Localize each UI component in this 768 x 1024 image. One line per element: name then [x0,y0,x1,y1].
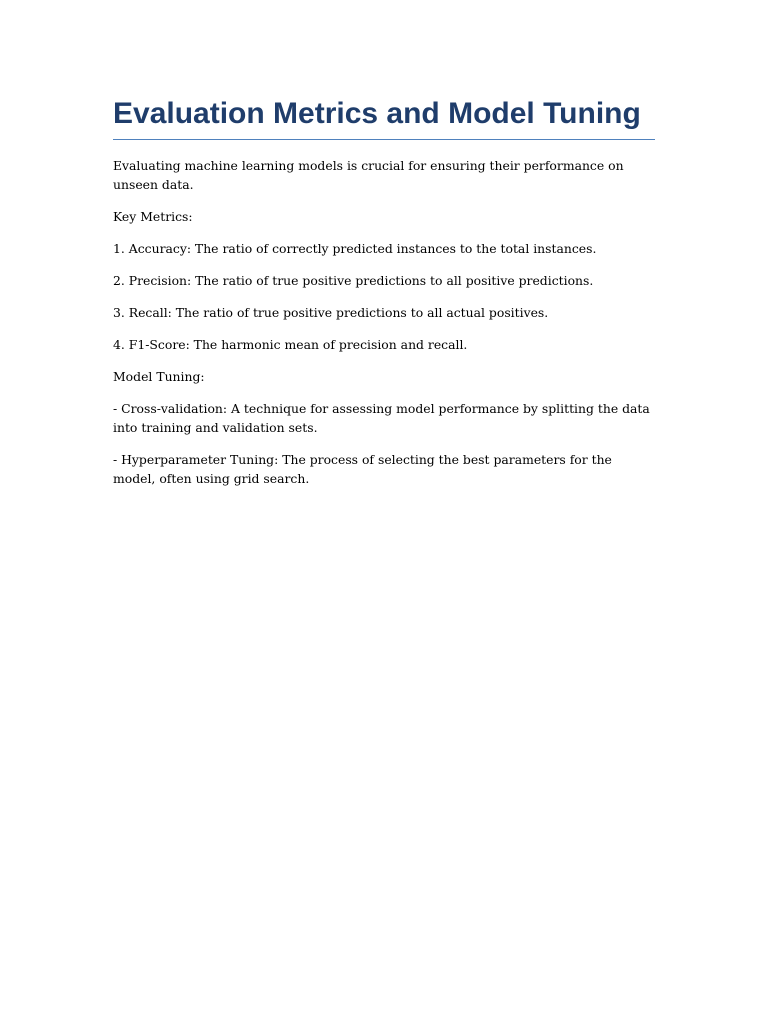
document-title: Evaluation Metrics and Model Tuning [113,94,655,140]
intro-paragraph: Evaluating machine learning models is crucial for ensuring their performance on unseen data. [113,158,624,192]
metric-recall: 3. Recall: The ratio of true positive predictions to all actual positives. [113,305,549,320]
metric-accuracy: 1. Accuracy: The ratio of correctly predicted instances to the total instances. [113,241,597,256]
tuning-cross-validation: - Cross-validation: A technique for assessing model performance by splitting the data into training and validation sets. [113,401,650,435]
document-content [113,94,655,501]
model-tuning-heading: Model Tuning: [113,369,205,384]
tuning-hyperparameter: - Hyperparameter Tuning: The process of selecting the best parameters for the model, often using grid search. [113,452,612,486]
metric-precision: 2. Precision: The ratio of true positive predictions to all positive predictions. [113,273,594,288]
document-body [113,156,655,488]
key-metrics-heading: Key Metrics: [113,209,193,224]
metric-f1-score: 4. F1-Score: The harmonic mean of precision and recall. [113,337,468,352]
